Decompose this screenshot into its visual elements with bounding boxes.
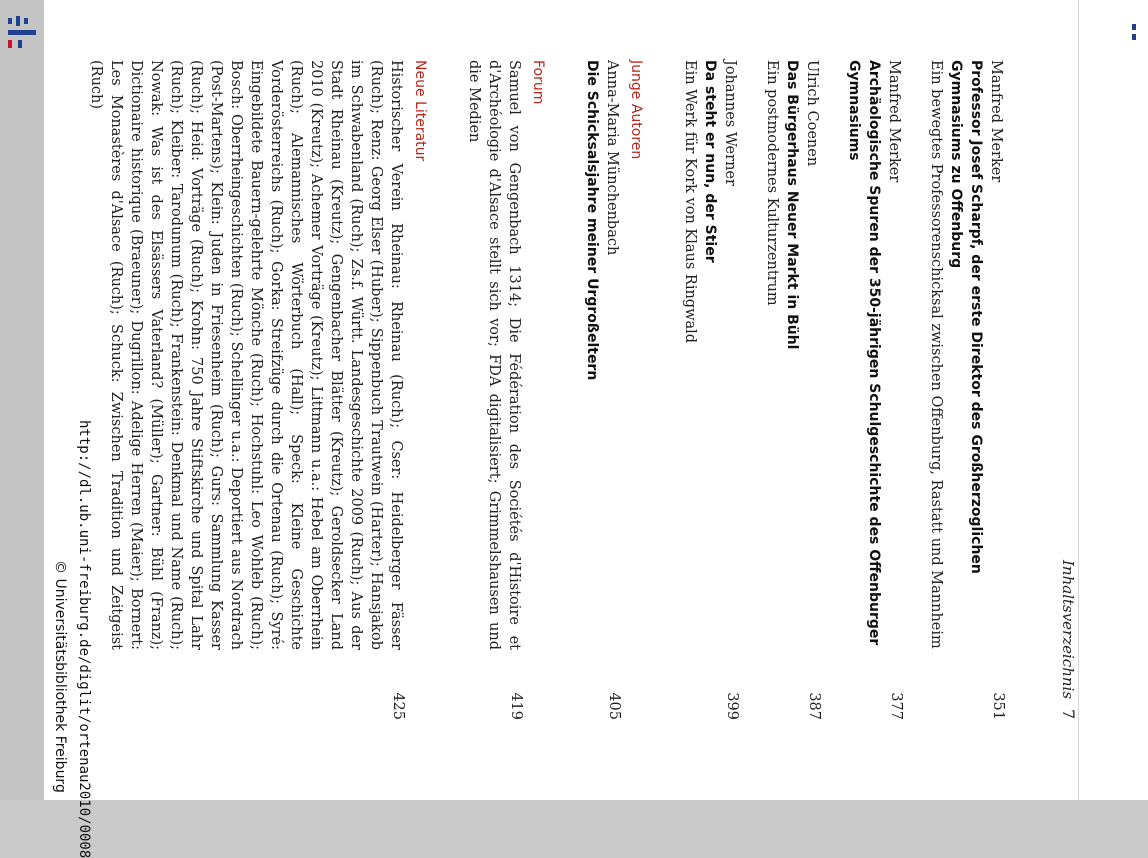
- viewer-right-margin: [1078, 0, 1148, 800]
- entry-title: Professor Josef Scharpf, der erste Direktor des Großherzoglichen Gymnasiums zu Offenburg: [948, 60, 984, 574]
- running-title: Inhaltsverzeichnis: [1059, 560, 1077, 700]
- viewer-left-bar: [0, 0, 44, 800]
- entry-author: Ulrich Coenen: [804, 60, 820, 167]
- entry-page: 399: [724, 692, 740, 720]
- entry-subtitle: Ein bewegtes Professorenschicksal zwischen Offenburg, Rastatt und Mannheim: [928, 60, 944, 649]
- source-url[interactable]: http://dl.ub.uni-freiburg.de/diglit/ortenau2010/0008: [76, 420, 92, 858]
- toc-entry: [86, 60, 406, 720]
- entry-page: 425: [390, 692, 406, 720]
- entry-subtitle: Ein postmodernes Kulturzentrum: [764, 60, 780, 306]
- toc-entry: [762, 60, 822, 720]
- toc-entry: [582, 60, 622, 720]
- section-heading-forum: Forum: [530, 60, 546, 105]
- copyright-notice: © Universitätsbibliothek Freiburg: [52, 560, 68, 793]
- toc-entry: [680, 60, 740, 720]
- neue-literatur-text: Historischer Verein Rheinau: Rheinau (Ruch); Cser: Heidelberger Fässer (Ruch); Renz: Georg Elser (Huber); Sippenbuch Trautwein (Harter); Hansjakob im Schwabenland (Ruch); Zs.f. Württ. Landesgeschichte 2009 (Ruch); Aus der Stadt Rheinau (Kreutz); Gengenbacher Blätter (Kreutz); Geroldsecker Land 2010 (Kreutz); Achemer Vorträge (Kreutz); Littmann u.a.: Hebel am Oberrhein (Ruch); Alemannisches Wörterbuch (Hall); Speck: Kleine Geschichte Vorderösterreichs (Ruch); Gorka: Streifzüge durch die Ortenau (Ruch); Syré: Eingebildete Bauern-gelehrte Mönche (Ruch); Hochstuhl: Leo Wohleb (Ruch); Bosch: Oberrheingeschichten (Ruch); Schellinger u.a.: Deportiert aus Nordrach (Post-Martens); Klein: Juden in Friesenheim (Ruch); Gurs: Sammlung Kasser (Ruch); Heid: Vorträge (Ruch); Krohn: 750 Jahre Stiftskirche und Spital Lahr (Ruch); Kleiber: Tarodunum (Ruch); Frankenstein: Denkmal und Name (Ruch); Nowak: Was ist des Elsässers Vaterland? (Müller); Gartner: Bühl (Franz); Dictionaire historique (Braeuner); Dugrillon: Adelige Herren (Maier); Bornert: Les Monastères d'Alsace (Ruch); Schuck: Zwischen Tradition und Zeitgeist (Ruch): [88, 60, 404, 650]
- entry-subtitle: Ein Werk für Kork von Klaus Ringwald: [682, 60, 698, 344]
- entry-title: Das Bürgerhaus Neuer Markt in Bühl: [784, 60, 800, 350]
- entry-page: 419: [508, 692, 524, 720]
- entry-author: Manfred Merker: [886, 60, 902, 183]
- entry-title: Die Schicksalsjahre meiner Urgroßeltern: [584, 60, 600, 381]
- entry-page: 405: [606, 692, 622, 720]
- toc-entry: [844, 60, 904, 720]
- entry-author: Anna-Maria Münchenbach: [604, 60, 620, 256]
- toc-content: [64, 60, 1046, 720]
- entry-page: 377: [888, 692, 904, 720]
- entry-title: Archäologische Spuren der 350-jährigen Schulgeschichte des Offenburger Gymnasiums: [846, 60, 882, 646]
- library-logo-icon-right: [1128, 14, 1146, 54]
- entry-page: 351: [990, 692, 1006, 720]
- running-head: [1059, 560, 1078, 720]
- forum-text: Samuel von Gengenbach 1314; Die Fédération des Sociétés d'Histoire et d'Archéologie d'Alsace stellt sich vor; FDA digitalisiert; Grimmelshausen und die Medien: [466, 60, 522, 650]
- toc-entry: [464, 60, 524, 720]
- section-heading-junge-autoren: Junge Autoren: [628, 60, 644, 160]
- folio-number: 7: [1059, 709, 1078, 720]
- section-heading-neue-literatur: Neue Literatur: [412, 60, 428, 162]
- entry-author: Johannes Werner: [722, 60, 738, 186]
- entry-page: 387: [806, 692, 822, 720]
- toc-entry: [926, 60, 1006, 720]
- library-logo-icon: [2, 14, 42, 54]
- entry-author: Manfred Merker: [988, 60, 1004, 183]
- rotated-page-content: [44, 0, 1078, 858]
- entry-title: Da steht er nun, der Stier: [702, 60, 718, 263]
